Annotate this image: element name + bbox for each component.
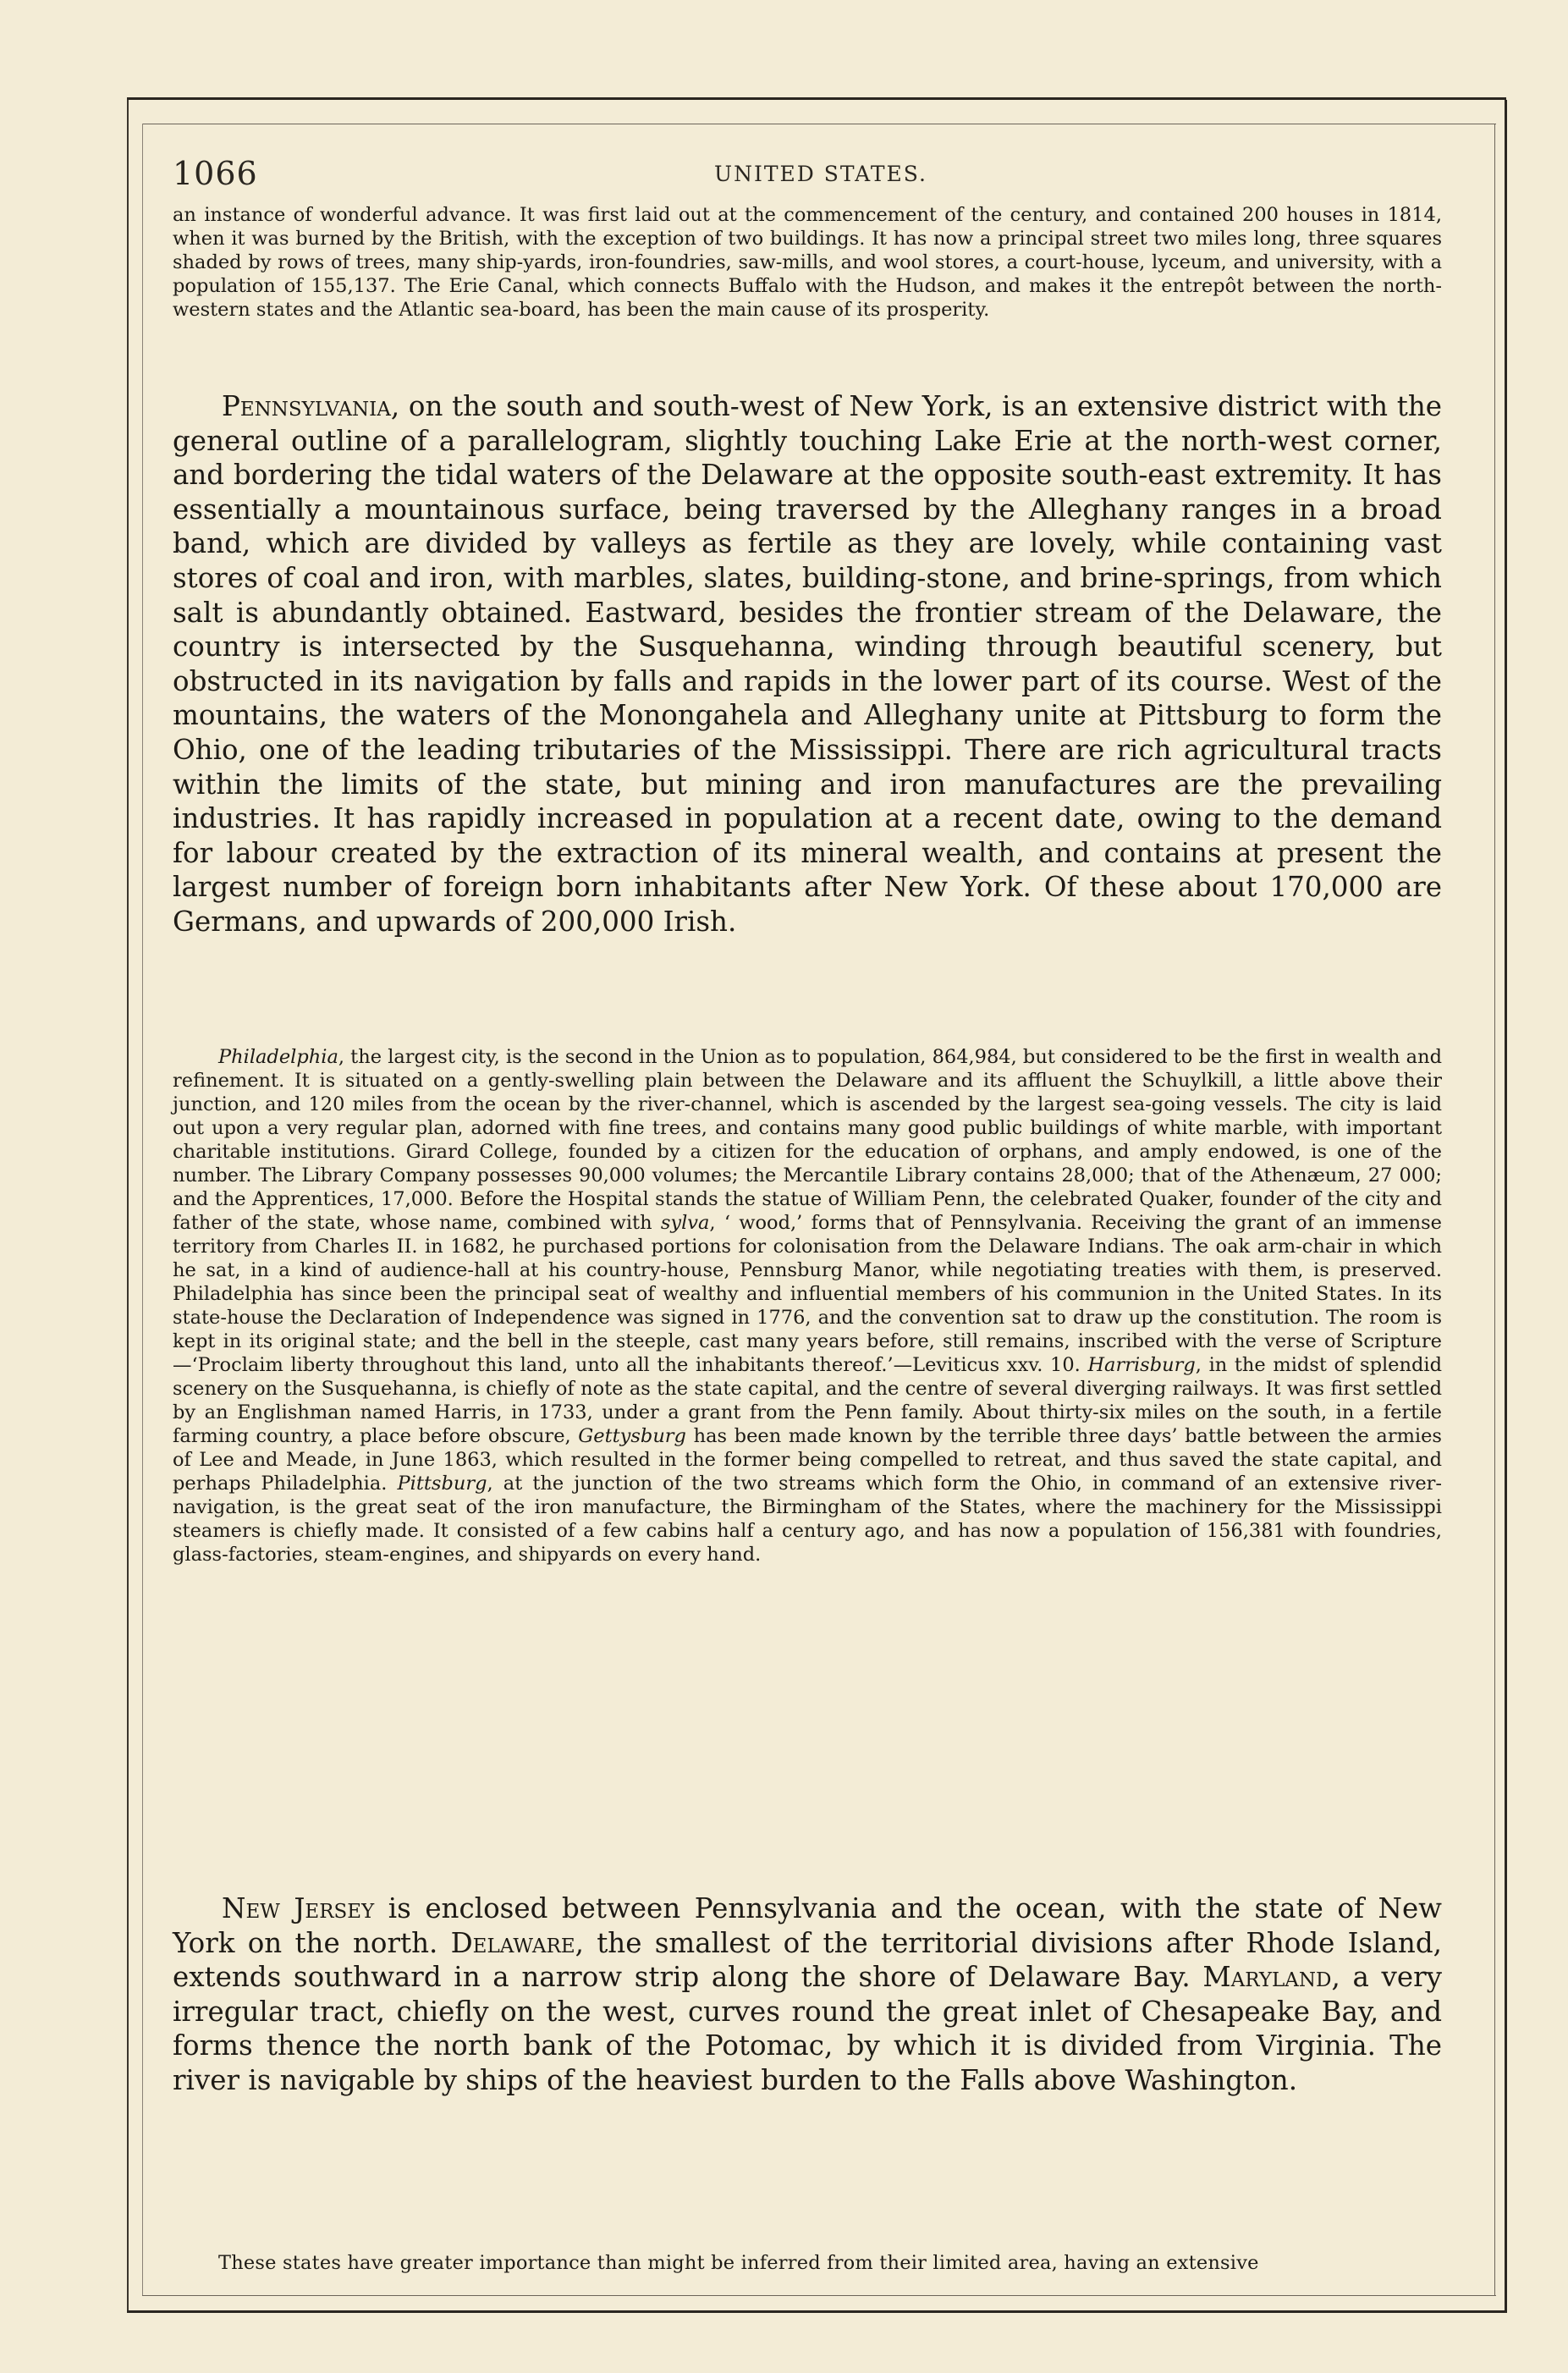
paragraph-new-jersey xyxy=(173,1891,1442,2098)
term-delaware: Delaware xyxy=(450,1926,575,1959)
paragraph-philadelphia-text-2: , ‘ wood,’ forms that of Pennsylvania. Receiving the grant of an immense territory from Charles II. in 1682, he purchased portions for colonisation from the Delaware Indians. The oak arm-chair in which he sat, in a kind of audience-hall at his country-house, Pennsburg Manor, while negotiating treaties with them, is preserved. Philadelphia has since been the principal seat of wealthy and influential members of his communion in the United States. In its state-house the Declaration of Independence was signed in 1776, and the convention sat to draw up the constitution. The room is kept in its original state; and the bell in the steeple, cast many years before, still remains, inscribed with the verse of Scripture—‘Proclaim liberty throughout this land, unto all the inhabitants thereof.’—Leviticus xxv. 10. xyxy=(173,1212,1442,1376)
term-sylva: sylva xyxy=(660,1212,710,1234)
paragraph-philadelphia-text-1: , the largest city, is the second in the Union as to population, 864,984, but considered to be the first in wealth and refinement. It is situated on a gently-swelling plain between the Delaware and its affluent the Schuylkill, a little above their junction, and 120 miles from the ocean by the river-channel, which is ascended by the largest sea-going vessels. The city is laid out upon a very regular plan, adorned with fine trees, and contains many good public buildings of white marble, with important charitable institutions. Girard College, founded by a citizen for the education of orphans, and amply endowed, is one of the number. The Library Company possesses 90,000 volumes; the Mercantile Library contains 28,000; that of the Athenæum, 27 000; and the Apprentices, 17,000. Before the Hospital stands the statue of William Penn, the celebrated Quaker, founder of the city and father of the state, whose name, combined with xyxy=(173,1046,1442,1234)
term-philadelphia: Philadelphia xyxy=(218,1046,338,1068)
paragraph-philadelphia-text-4: has been made known by the terrible three days’ battle between the armies of Lee and Meade, in June 1863, which resulted in the former being compelled to retreat, and thus saved the state capital, and perhaps Philadelphia. xyxy=(173,1425,1442,1495)
paragraph-pennsylvania-body: , on the south and south-west of New York, is an extensive district with the general outline of a parallelogram, slightly touching Lake Erie at the north-west corner, and bordering the tidal waters of the Delaware at the opposite south-east extremity. It has essentially a mountainous surface, being traversed by the Alleghany ranges in a broad band, which are divided by valleys as fertile as they are lovely, while containing vast stores of coal and iron, with marbles, slates, building-stone, and brine-springs, from which salt is abundantly obtained. Eastward, besides the frontier stream of the Delaware, the country is intersected by the Susquehanna, winding through beautiful scenery, but obstructed in its navigation by falls and rapids in the lower part of its course. West of the mountains, the waters of the Monongahela and Alleghany unite at Pittsburg to form the Ohio, one of the leading tributaries of the Mississippi. There are rich agricultural tracts within the limits of the state, but mining and iron manufactures are the prevailing industries. It has rapidly increased in population at a recent date, owing to the demand for labour created by the extraction of its mineral wealth, and contains at present the largest number of foreign born inhabitants after New York. Of these about 170,000 are Germans, and upwards of 200,000 Irish. xyxy=(173,390,1442,938)
page-header xyxy=(173,155,1442,197)
paragraph-philadelphia-text-3: , in the midst of splendid scenery on the Susquehanna, is chiefly of note as the state capital, and the centre of several diverging railways. It was first settled by an Englishman named Harris, in 1733, under a grant from the Penn family. About thirty-six miles on the south, in a fertile farming country, a place before obscure, xyxy=(173,1354,1442,1447)
page-number: 1066 xyxy=(173,155,258,192)
term-new-jersey: New Jersey xyxy=(222,1892,375,1924)
frame-right-rule xyxy=(1505,100,1507,2313)
term-pittsburg: Pittsburg xyxy=(397,1473,487,1495)
paragraph-new-jersey-text-1: is enclosed between Pennsylvania and the ocean, with the state of New York on the north. xyxy=(173,1892,1442,1959)
term-pennsylvania: Pennsylvania xyxy=(222,390,391,422)
frame-right-inner-rule xyxy=(1494,124,1495,2296)
paragraph-philadelphia-text-5: , at the junction of the two streams which form the Ohio, in command of an extensive river-navigation, is the great seat of the iron manufacture, the Birmingham of the States, where the machinery for the Mississippi steamers is chiefly made. It consisted of a few cabins half a century ago, and has now a population of 156,381 with foundries, glass-factories, steam-engines, and shipyards on every hand. xyxy=(173,1473,1442,1566)
paragraph-intro: an instance of wonderful advance. It was first laid out at the commencement of the century, and contained 200 houses in 1814, when it was burned by the British, with the exception of two buildings. It has now a principal street two miles long, three squares shaded by rows of trees, many ship-yards, iron-foundries, saw-mills, and wool stores, a court-house, lyceum, and university, with a population of 155,137. The Erie Canal, which connects Buffalo with the Hudson, and makes it the entrepôt between the north-western states and the Atlantic sea-board, has been the main cause of its prosperity. xyxy=(173,204,1442,321)
frame-top-rule xyxy=(127,97,1506,100)
paragraph-pennsylvania xyxy=(173,389,1442,939)
frame-bottom-rule xyxy=(127,2310,1506,2313)
frame-bottom-inner-rule xyxy=(142,2295,1496,2296)
term-maryland: Maryland xyxy=(1202,1961,1332,1994)
term-harrisburg: Harrisburg xyxy=(1087,1354,1196,1376)
paragraph-new-jersey-text-2: , the smallest of the territorial divisions after Rhode Island, extends southward in a narrow strip along the shore of Delaware Bay. xyxy=(173,1926,1442,1994)
term-gettysburg: Gettysburg xyxy=(578,1425,686,1447)
running-title: UNITED STATES. xyxy=(714,162,927,186)
frame-left-inner-rule xyxy=(142,124,143,2296)
paragraph-continuation: These states have greater importance than might be inferred from their limited area, having an extensive xyxy=(218,2252,1259,2274)
paragraph-philadelphia xyxy=(173,1045,1442,1566)
frame-left-rule xyxy=(127,100,129,2313)
paragraph-new-jersey-text-3: , a very irregular tract, chiefly on the west, curves round the great inlet of Chesapeake Bay, and forms thence the north bank of the Potomac, by which it is divided from Virginia. The river is navigable by ships of the heaviest burden to the Falls above Washington. xyxy=(173,1961,1443,2096)
